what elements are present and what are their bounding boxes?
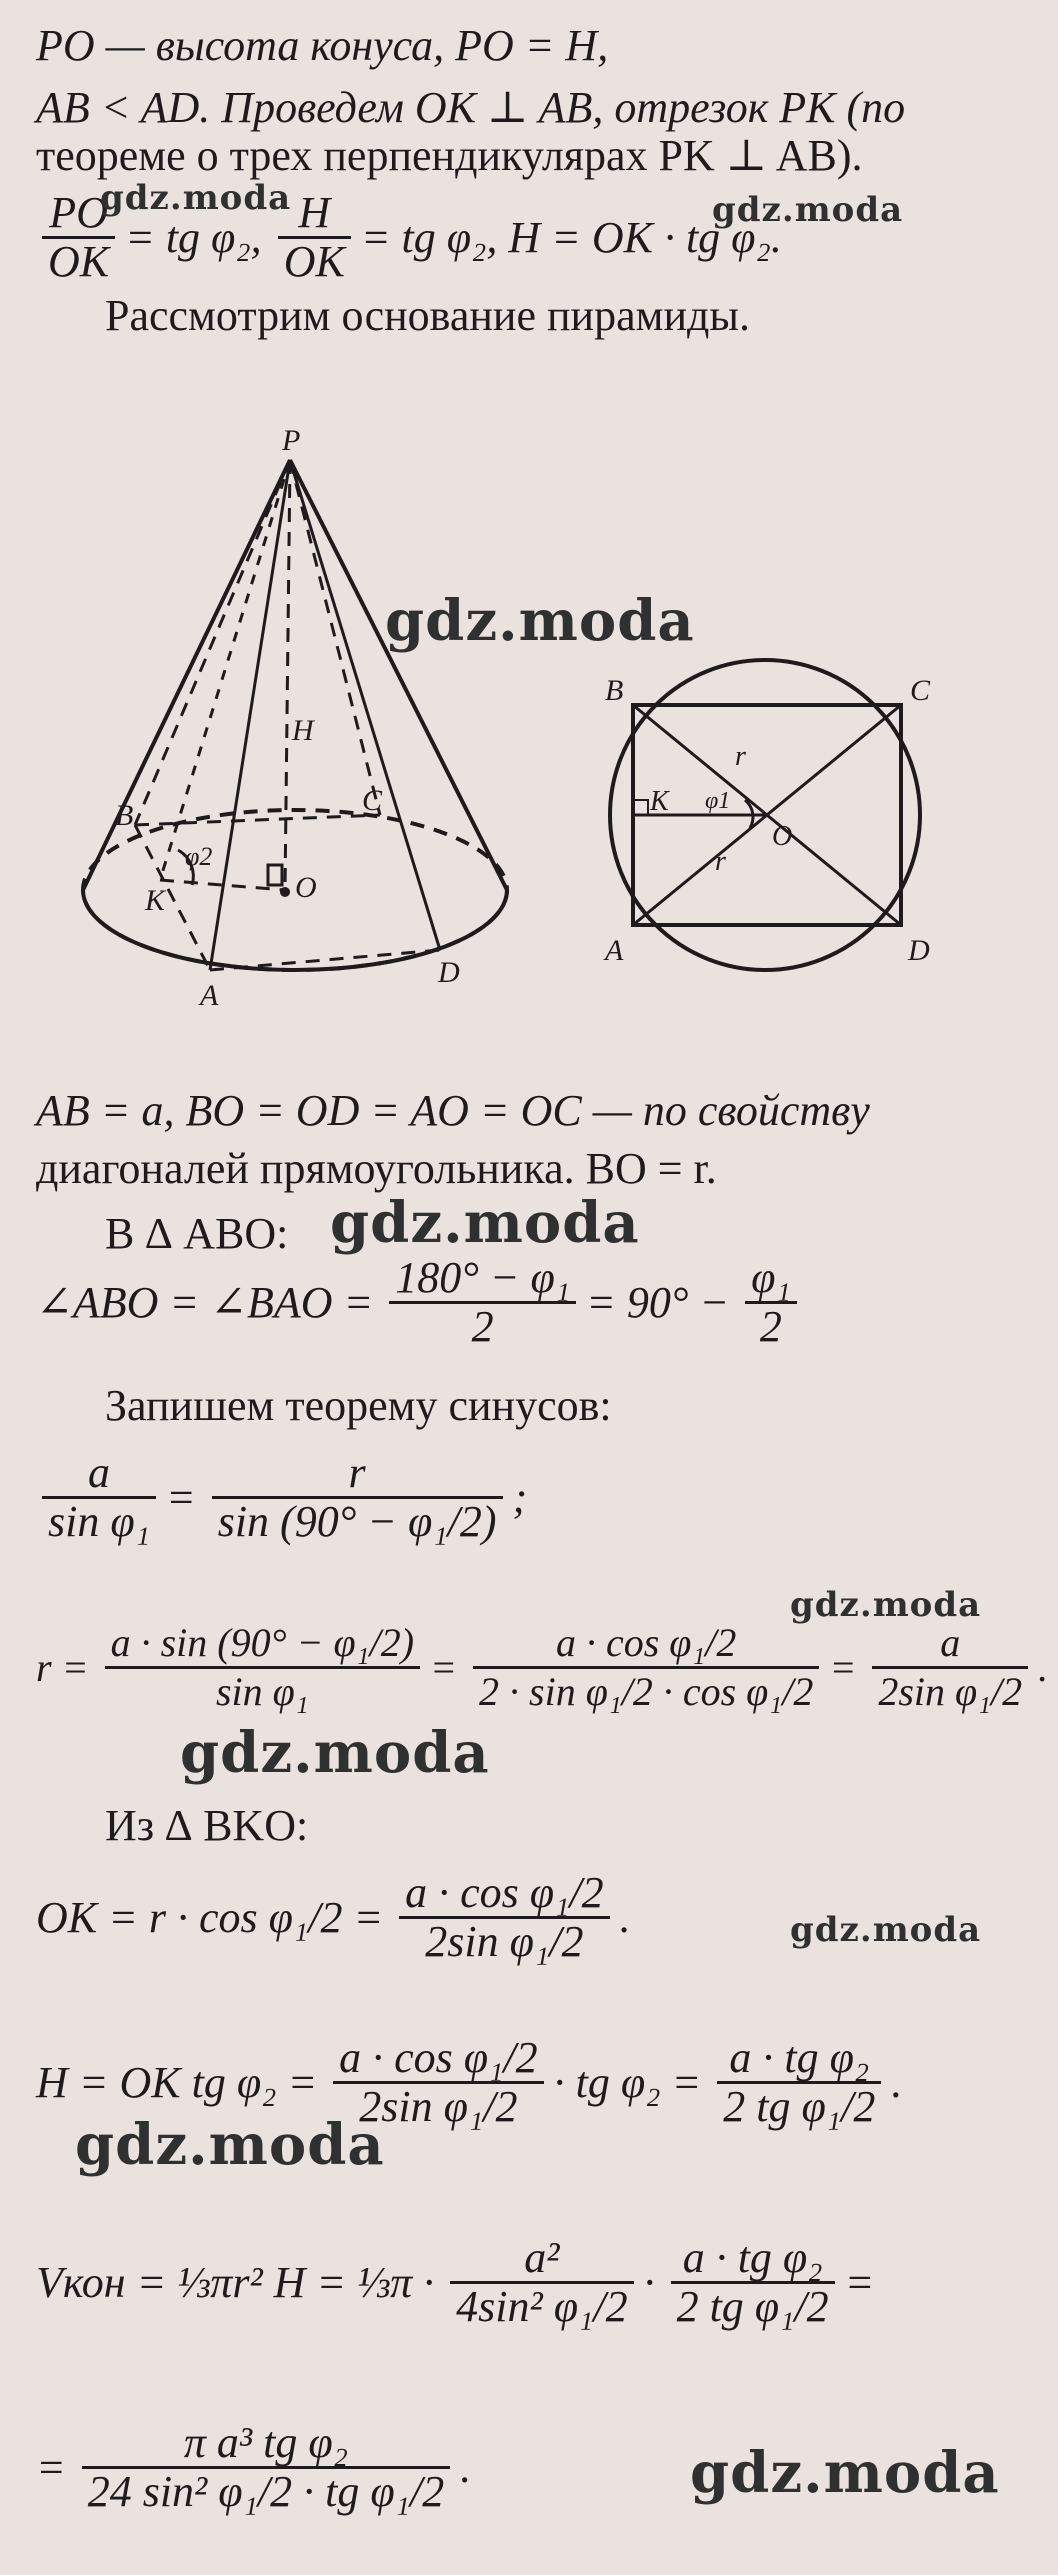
frac-num: a · sin (90° − φ₁/2) bbox=[105, 1620, 420, 1669]
equation-final bbox=[36, 2420, 481, 2515]
frac-num: a bbox=[42, 1450, 156, 1499]
frac-den: 2 · sin φ₁/2 · cos φ₁/2 bbox=[479, 1669, 814, 1714]
label-H: H bbox=[292, 714, 314, 747]
frac-num: a · tg φ₂ bbox=[671, 2235, 835, 2284]
label-D: D bbox=[438, 956, 460, 989]
eq-text: = tg φ₂, bbox=[125, 213, 262, 262]
watermark: gdz.moda bbox=[790, 1910, 982, 1950]
watermark: gdz.moda bbox=[790, 1585, 982, 1625]
frac-den: 2 bbox=[759, 1302, 782, 1351]
frac-num: PO bbox=[42, 190, 115, 239]
label-P: P bbox=[282, 424, 301, 457]
frac-den: OK bbox=[283, 237, 345, 286]
frac-den: 24 sin² φ₁/2 · tg φ₁/2 bbox=[87, 2467, 445, 2516]
sine-text: Запишем теорему синусов: bbox=[105, 1381, 612, 1430]
frac-num: 180° − φ₁ bbox=[389, 1255, 576, 1304]
frac-num: a bbox=[872, 1620, 1028, 1669]
frac-num: a · tg φ₂ bbox=[717, 2035, 881, 2084]
label-B: B bbox=[605, 674, 624, 707]
eq-text: r = bbox=[36, 1645, 89, 1690]
frac-den: 2 tg φ₁/2 bbox=[723, 2082, 876, 2131]
eq-text: H = OK tg φ₂ = bbox=[36, 2058, 318, 2107]
cone-figure bbox=[60, 410, 530, 1010]
label-r: r bbox=[715, 846, 726, 877]
frac-num: φ₁ bbox=[745, 1255, 797, 1304]
eq-text: = 90° − bbox=[586, 1278, 730, 1327]
watermark: gdz.moda bbox=[385, 588, 695, 654]
label-r: r bbox=[735, 741, 746, 772]
watermark: gdz.moda bbox=[180, 1720, 490, 1786]
frac-den: 4sin² φ₁/2 bbox=[456, 2282, 628, 2331]
frac-den: 2sin φ₁/2 bbox=[425, 1917, 584, 1966]
eq-text: . bbox=[891, 2058, 903, 2107]
frac-num: a² bbox=[450, 2235, 633, 2284]
intro-line-1: PO — высота конуса, PO = H, bbox=[36, 21, 609, 70]
frac-den: 2 tg φ₁/2 bbox=[676, 2282, 829, 2331]
eq-text: . bbox=[460, 2443, 472, 2492]
text2-line-2: диагоналей прямоугольника. BO = r. bbox=[36, 1144, 717, 1193]
frac-den: 2sin φ₁/2 bbox=[359, 2082, 518, 2131]
watermark: gdz.moda bbox=[330, 1190, 640, 1256]
frac-num: π a³ tg φ₂ bbox=[82, 2420, 451, 2469]
eq-text: . bbox=[619, 1893, 631, 1942]
equation-angle bbox=[36, 1255, 807, 1350]
eq-text: = bbox=[36, 2443, 66, 2492]
label-O: O bbox=[772, 821, 793, 852]
eq-text: = tg φ₂, H = OK · tg φ₂. bbox=[360, 213, 782, 262]
frac-num: r bbox=[212, 1450, 503, 1499]
label-phi1: φ1 bbox=[705, 788, 731, 814]
label-O: O bbox=[295, 871, 317, 904]
equation-ok bbox=[36, 1870, 641, 1965]
from-bko: Из ∆ BKO: bbox=[105, 1801, 309, 1850]
text2-line-1: AB = a, BO = OD = AO = OC — по свойству bbox=[36, 1086, 870, 1135]
label-C: C bbox=[910, 674, 931, 707]
frac-den: 2sin φ₁/2 bbox=[878, 1669, 1023, 1714]
label-D: D bbox=[908, 934, 930, 967]
intro-line-3: теореме о трех перпендикулярах PK ⊥ AB). bbox=[36, 131, 863, 180]
frac-den: 2 bbox=[471, 1302, 494, 1351]
equation-r bbox=[36, 1620, 1058, 1715]
eq-text: = bbox=[430, 1645, 458, 1690]
in-abo: В ∆ ABO: bbox=[105, 1209, 289, 1258]
eq-text: . bbox=[1038, 1645, 1049, 1690]
frac-num: a · cos φ₁/2 bbox=[399, 1870, 610, 1919]
label-C: C bbox=[362, 784, 383, 817]
eq-text: ; bbox=[512, 1473, 528, 1522]
equation-sine bbox=[36, 1450, 537, 1545]
watermark: gdz.moda bbox=[75, 2112, 385, 2178]
watermark: gdz.moda bbox=[690, 2440, 1000, 2506]
eq-text: = bbox=[829, 1645, 857, 1690]
equation-volume bbox=[36, 2235, 884, 2330]
frac-den: sin φ₁ bbox=[48, 1497, 150, 1546]
label-A: A bbox=[200, 979, 219, 1012]
eq-text: = bbox=[166, 1473, 196, 1522]
label-K: K bbox=[145, 884, 166, 917]
intro-line-2: AB < AD. Проведем OK ⊥ AB, отрезок PK (по bbox=[36, 83, 906, 132]
eq-text: · bbox=[643, 2258, 655, 2307]
watermark: gdz.moda bbox=[712, 190, 904, 230]
eq-text: OK = r · cos φ₁/2 = bbox=[36, 1893, 384, 1942]
eq-text: ∠ABO = ∠BAO = bbox=[36, 1278, 374, 1327]
frac-den: sin φ₁ bbox=[215, 1669, 309, 1714]
frac-num: a · cos φ₁/2 bbox=[333, 2035, 544, 2084]
consider-text: Рассмотрим основание пирамиды. bbox=[105, 291, 750, 340]
watermark: gdz.moda bbox=[100, 178, 292, 218]
label-K: K bbox=[650, 786, 669, 817]
frac-den: OK bbox=[48, 237, 110, 286]
label-B: B bbox=[115, 799, 134, 832]
label-A: A bbox=[605, 934, 624, 967]
eq-text: Vкон = ⅓πr² H = ⅓π · bbox=[36, 2258, 435, 2307]
eq-text: = bbox=[844, 2258, 875, 2307]
frac-num: a · cos φ₁/2 bbox=[473, 1620, 819, 1669]
frac-den: sin (90° − φ₁/2) bbox=[217, 1497, 497, 1546]
frac-num: H bbox=[278, 190, 351, 239]
label-phi2: φ2 bbox=[185, 842, 213, 871]
base-figure bbox=[590, 660, 1020, 980]
eq-text: · tg φ₂ = bbox=[553, 2058, 702, 2107]
